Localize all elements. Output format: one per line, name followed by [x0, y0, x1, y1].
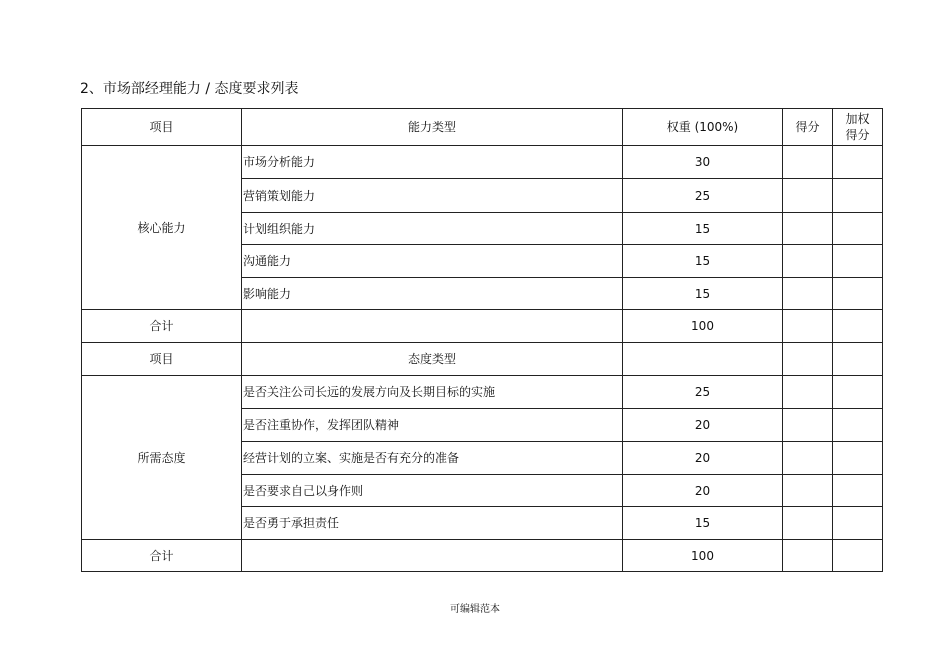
ability-weight: 15	[623, 245, 783, 278]
score-cell	[783, 278, 833, 310]
ability-attitude-table	[81, 108, 883, 572]
score-cell	[783, 540, 833, 572]
core-ability-label: 核心能力	[82, 146, 242, 310]
header-item: 项目	[82, 109, 242, 146]
attitude-weight: 20	[623, 409, 783, 442]
table-row	[82, 376, 883, 409]
score-cell	[783, 475, 833, 507]
ability-weight: 15	[623, 213, 783, 245]
attitude-total-row	[82, 540, 883, 572]
ability-name: 计划组织能力	[242, 213, 623, 245]
ability-weight: 15	[623, 278, 783, 310]
attitude-label: 所需态度	[82, 376, 242, 540]
score-cell	[783, 409, 833, 442]
total-label: 合计	[82, 310, 242, 343]
total-weight: 100	[623, 540, 783, 572]
attitude-weight: 25	[623, 376, 783, 409]
weighted-score-cell	[833, 507, 883, 540]
attitude-name: 经营计划的立案、实施是否有充分的准备	[242, 442, 623, 475]
weighted-score-cell	[833, 376, 883, 409]
score-cell	[783, 507, 833, 540]
weighted-score-cell	[833, 146, 883, 179]
ability-weight: 30	[623, 146, 783, 179]
weighted-score-cell	[833, 179, 883, 213]
weighted-score-cell	[833, 475, 883, 507]
attitude-name: 是否要求自己以身作则	[242, 475, 623, 507]
ability-weight: 25	[623, 179, 783, 213]
ability-name: 影响能力	[242, 278, 623, 310]
header-ability-type: 能力类型	[242, 109, 623, 146]
score-cell	[783, 245, 833, 278]
weighted-score-cell	[833, 278, 883, 310]
empty-cell	[242, 540, 623, 572]
attitude-weight: 15	[623, 507, 783, 540]
attitude-header-item: 项目	[82, 343, 242, 376]
weighted-score-cell	[833, 409, 883, 442]
ability-name: 沟通能力	[242, 245, 623, 278]
table-row	[82, 146, 883, 179]
weighted-score-cell	[833, 213, 883, 245]
score-cell	[783, 179, 833, 213]
core-total-row	[82, 310, 883, 343]
empty-cell	[242, 310, 623, 343]
weighted-score-cell	[833, 310, 883, 343]
header-score: 得分	[783, 109, 833, 146]
score-cell	[783, 376, 833, 409]
attitude-weight: 20	[623, 475, 783, 507]
header-weighted-score	[833, 109, 883, 146]
table-header-row	[82, 109, 883, 146]
score-cell	[783, 442, 833, 475]
attitude-header-type: 态度类型	[242, 343, 623, 376]
ability-name: 营销策划能力	[242, 179, 623, 213]
attitude-name: 是否关注公司长远的发展方向及长期目标的实施	[242, 376, 623, 409]
weighted-score-cell	[833, 442, 883, 475]
page-title: 2、市场部经理能力 / 态度要求列表	[80, 81, 299, 97]
total-weight: 100	[623, 310, 783, 343]
empty-cell	[783, 343, 833, 376]
ability-name: 市场分析能力	[242, 146, 623, 179]
attitude-name: 是否注重协作，发挥团队精神	[242, 409, 623, 442]
attitude-header-row	[82, 343, 883, 376]
attitude-name: 是否勇于承担责任	[242, 507, 623, 540]
score-cell	[783, 213, 833, 245]
empty-cell	[623, 343, 783, 376]
weighted-score-cell	[833, 245, 883, 278]
attitude-weight: 20	[623, 442, 783, 475]
header-weight: 权重 (100%)	[623, 109, 783, 146]
page-footer: 可编辑范本	[450, 604, 500, 615]
score-cell	[783, 146, 833, 179]
score-cell	[783, 310, 833, 343]
weighted-score-cell	[833, 540, 883, 572]
header-weighted-line1: 加权	[845, 112, 870, 126]
total-label: 合计	[82, 540, 242, 572]
empty-cell	[833, 343, 883, 376]
header-weighted-line2: 得分	[845, 128, 870, 142]
